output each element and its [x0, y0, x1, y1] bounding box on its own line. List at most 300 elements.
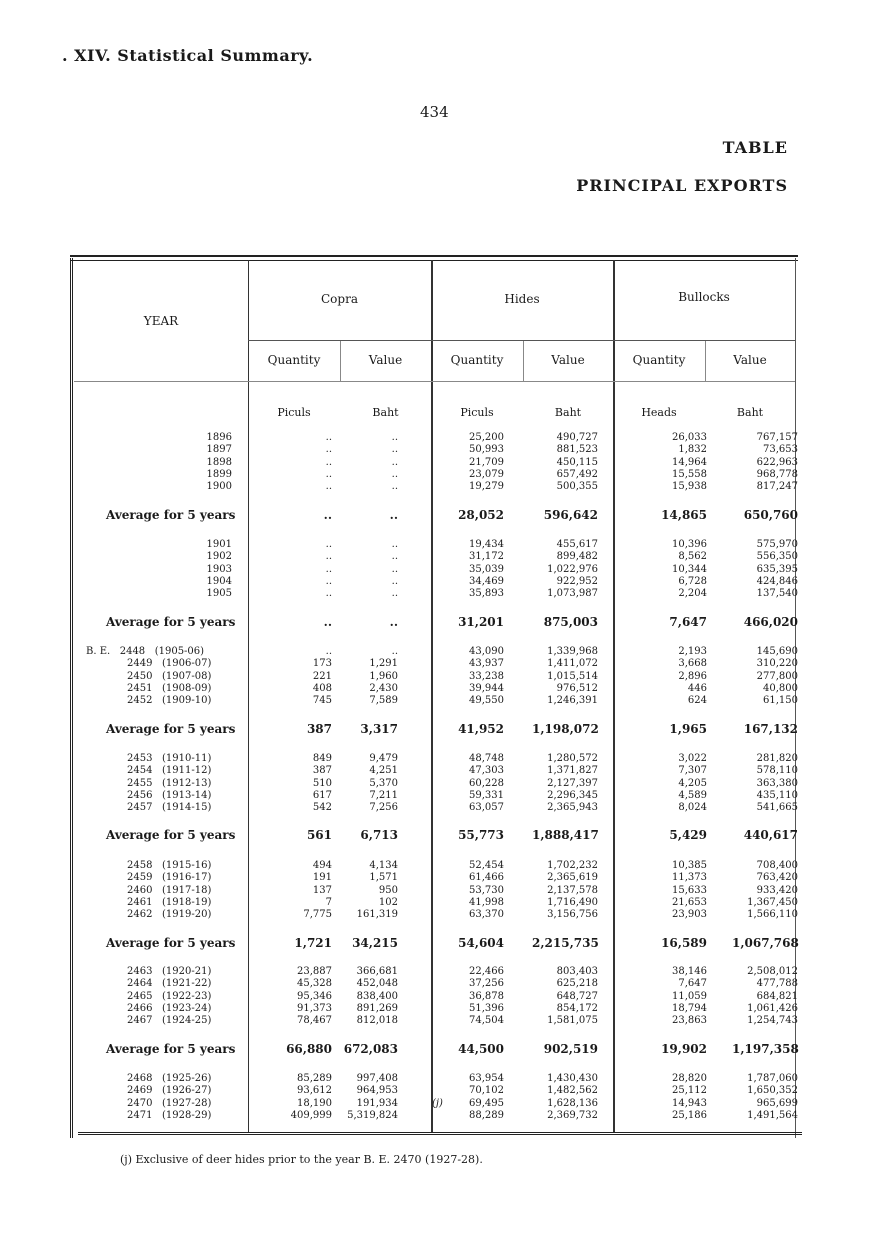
- copra-value-cell: 4,134: [369, 860, 398, 871]
- bullocks-value-cell: 435,110: [756, 789, 798, 801]
- bullocks-quantity-cell: 4,589: [678, 789, 707, 801]
- hides-quantity-cell: 53,730: [469, 884, 504, 896]
- bullocks-quantity-cell: 15,558: [672, 468, 707, 480]
- hides-quantity-cell: 34,469: [469, 575, 504, 587]
- hides-value-average: 1,198,072: [532, 722, 599, 736]
- header-group-rule: [248, 340, 795, 341]
- hides-value-cell: 500,355: [556, 481, 598, 493]
- hides-value-header: Value: [551, 353, 585, 367]
- bullocks-quantity-average: 14,865: [661, 508, 707, 522]
- bullocks-quantity-cell: 23,903: [672, 909, 707, 921]
- copra-quantity-cell: 173: [312, 658, 332, 670]
- hides-quantity-cell: 50,993: [469, 444, 504, 456]
- copra-quantity-cell: 95,346: [297, 990, 332, 1002]
- average-label: Average for 5 years: [106, 936, 236, 950]
- hides-value-average: 596,642: [543, 508, 598, 522]
- bullocks-quantity-cell: 2,193: [678, 646, 707, 657]
- bullocks-value-cell: 1,491,564: [747, 1109, 798, 1121]
- copra-quantity-cell: 617: [312, 789, 332, 801]
- copra-value-cell: 7,589: [369, 695, 398, 707]
- copra-quantity-cell: ..: [325, 563, 332, 575]
- bullocks-quantity-average: 7,647: [669, 615, 707, 629]
- hides-value-cell: 625,218: [556, 978, 598, 990]
- year-cell: 2451 (1908-09): [127, 682, 212, 694]
- year-cell: B. E. 2448 (1905-06): [86, 646, 205, 657]
- bullocks-quantity-average: 5,429: [669, 828, 707, 842]
- hides-quantity-cell: 41,998: [469, 896, 504, 908]
- year-cell: 2458 (1915-16): [127, 860, 212, 871]
- table-row: [72, 753, 798, 765]
- copra-value-cell: 452,048: [356, 978, 398, 990]
- hides-value-average: 2,215,735: [532, 936, 599, 950]
- copra-quantity-cell: 7,775: [303, 909, 332, 921]
- hides-value-cell: 922,952: [556, 575, 598, 587]
- table-row: [72, 444, 798, 456]
- year-cell: 2469 (1926-27): [127, 1085, 212, 1097]
- copra-value-average: 3,317: [360, 722, 398, 736]
- copra-quantity-cell: 137: [312, 884, 332, 896]
- year-cell: 1896: [206, 432, 232, 443]
- bullocks-value-cell: 73,653: [763, 444, 798, 456]
- hides-quantity-cell: 59,331: [469, 789, 504, 801]
- table-row: [72, 884, 798, 897]
- copra-value-cell: ..: [391, 551, 398, 563]
- copra-quantity-average: ..: [323, 508, 332, 522]
- bullocks-value-average: 1,197,358: [732, 1042, 799, 1056]
- bullocks-quantity-average: 19,902: [661, 1042, 707, 1056]
- hides-quantity-average: 31,201: [458, 615, 504, 629]
- year-cell: 1899: [206, 468, 232, 480]
- copra-quantity-cell: 23,887: [297, 966, 332, 977]
- year-cell: 2455 (1912-13): [127, 777, 212, 789]
- year-cell: 2459 (1916-17): [127, 872, 212, 884]
- bullocks-quantity-cell: 3,668: [678, 658, 707, 670]
- table-row: [72, 896, 798, 909]
- table-row: [72, 872, 798, 884]
- hides-quantity-cell: 70,102: [469, 1085, 504, 1097]
- copra-value-cell: 1,571: [369, 872, 398, 884]
- bullocks-value-cell: 1,787,060: [747, 1073, 798, 1084]
- bullocks-quantity-cell: 3,022: [678, 753, 707, 764]
- bullocks-value-cell: 578,110: [756, 765, 798, 777]
- hides-value-cell: 1,280,572: [547, 753, 598, 764]
- table-row: [72, 978, 798, 990]
- year-cell: 2468 (1925-26): [127, 1073, 212, 1084]
- hides-value-unit: Baht: [554, 406, 582, 419]
- bullocks-quantity-cell: 8,562: [678, 551, 707, 563]
- average-label: Average for 5 years: [106, 1042, 236, 1056]
- hides-value-cell: 2,127,397: [547, 777, 598, 789]
- table-row: [72, 682, 798, 695]
- hides-value-cell: 1,702,232: [547, 860, 598, 871]
- footnote-marker: (j): [432, 1097, 443, 1109]
- bullocks-quantity-cell: 11,059: [672, 990, 707, 1002]
- copra-value-unit: Baht: [372, 406, 399, 419]
- table-row: [72, 588, 798, 600]
- hides-quantity-cell: 63,057: [469, 802, 504, 814]
- bullocks-value-cell: 968,778: [756, 468, 798, 480]
- hides-quantity-cell: 19,279: [469, 481, 504, 493]
- table-row: [72, 802, 798, 814]
- bullocks-value-cell: 708,400: [756, 860, 798, 871]
- copra-quantity-unit: Piculs: [277, 406, 311, 419]
- bullocks-quantity-cell: 38,146: [672, 966, 707, 977]
- bullocks-quantity-unit: Heads: [641, 406, 677, 419]
- copra-value-cell: 5,370: [369, 777, 398, 789]
- table-row: [72, 551, 798, 563]
- bullocks-value-cell: 61,150: [763, 695, 798, 707]
- table-row: [72, 481, 798, 493]
- hides-value-average: 902,519: [543, 1042, 598, 1056]
- hides-quantity-average: 54,604: [458, 936, 504, 950]
- year-cell: 2463 (1920-21): [127, 966, 212, 977]
- copra-quantity-cell: 191: [312, 872, 332, 884]
- table-row: [72, 695, 798, 707]
- year-cell: 2470 (1927-28): [127, 1097, 212, 1109]
- table-row: [72, 860, 798, 872]
- copra-quantity-cell: 93,612: [297, 1085, 332, 1097]
- copra-value-average: 6,713: [360, 828, 398, 842]
- bullocks-value-cell: 310,220: [756, 658, 798, 670]
- table-row: [72, 990, 798, 1003]
- copra-value-cell: 4,251: [369, 765, 398, 777]
- copra-quantity-cell: ..: [325, 432, 332, 443]
- hides-quantity-cell: 31,172: [469, 551, 504, 563]
- copra-quantity-cell: 7: [325, 896, 332, 908]
- bullocks-quantity-cell: 6,728: [678, 575, 707, 587]
- hides-value-cell: 2,369,732: [547, 1109, 598, 1121]
- bullocks-value-header: Value: [733, 353, 767, 367]
- bullocks-quantity-cell: 23,863: [672, 1015, 707, 1027]
- table-row: [72, 966, 798, 978]
- hides-value-cell: 450,115: [556, 456, 598, 468]
- hides-quantity-cell: 33,238: [469, 670, 504, 682]
- bullocks-value-cell: 137,540: [756, 588, 798, 600]
- table-row: [72, 1097, 798, 1110]
- hides-value-cell: 657,492: [556, 468, 598, 480]
- copra-quantity-cell: 542: [312, 802, 332, 814]
- hides-value-cell: 1,022,976: [547, 563, 598, 575]
- year-cell: 2465 (1922-23): [127, 990, 212, 1002]
- average-label: Average for 5 years: [106, 828, 236, 842]
- bullocks-quantity-cell: 26,033: [672, 432, 707, 443]
- bullocks-value-cell: 1,566,110: [747, 909, 798, 921]
- copra-quantity-average: 1,721: [294, 936, 332, 950]
- bullocks-value-average: 167,132: [743, 722, 798, 736]
- copra-value-cell: 2,430: [369, 682, 398, 694]
- table-row: [72, 670, 798, 683]
- copra-quantity-cell: 849: [312, 753, 332, 764]
- bullocks-value-cell: 684,821: [756, 990, 798, 1002]
- bullocks-value-average: 440,617: [743, 828, 798, 842]
- hides-quantity-cell: 74,504: [469, 1015, 504, 1027]
- hides-value-cell: 1,411,072: [547, 658, 598, 670]
- hides-quantity-cell: 21,709: [469, 456, 504, 468]
- copra-quantity-cell: ..: [325, 539, 332, 550]
- copra-value-cell: 812,018: [356, 1015, 398, 1027]
- hides-value-cell: 1,581,075: [547, 1015, 598, 1027]
- hides-quantity-cell: 22,466: [469, 966, 504, 977]
- year-cell: 2467 (1924-25): [127, 1015, 212, 1027]
- copra-value-average: ..: [389, 508, 398, 522]
- average-row: [72, 507, 798, 523]
- bullocks-value-cell: 575,970: [756, 539, 798, 550]
- hides-value-cell: 881,523: [556, 444, 598, 456]
- copra-value-cell: 997,408: [356, 1073, 398, 1084]
- table-row: [72, 575, 798, 588]
- hides-value-cell: 803,403: [556, 966, 598, 977]
- bullocks-quantity-cell: 7,647: [678, 978, 707, 990]
- section-title: . XIV. Statistical Summary.: [62, 46, 314, 65]
- average-label: Average for 5 years: [106, 508, 236, 522]
- year-cell: 2462 (1919-20): [127, 909, 212, 921]
- bullocks-value-cell: 277,800: [756, 670, 798, 682]
- copra-value-cell: ..: [391, 575, 398, 587]
- year-cell: 2466 (1923-24): [127, 1002, 212, 1014]
- hides-quantity-cell: 35,893: [469, 588, 504, 600]
- hides-value-cell: 1,015,514: [547, 670, 598, 682]
- hides-value-cell: 1,482,562: [547, 1085, 598, 1097]
- bullocks-value-cell: 477,788: [756, 978, 798, 990]
- year-cell: 2460 (1917-18): [127, 884, 212, 896]
- table-row: [72, 765, 798, 777]
- copra-quantity-cell: 387: [312, 765, 332, 777]
- copra-value-cell: 9,479: [369, 753, 398, 764]
- hides-quantity-cell: 36,878: [469, 990, 504, 1002]
- hides-quantity-cell: 51,396: [469, 1002, 504, 1014]
- hides-value-cell: 490,727: [556, 432, 598, 443]
- table-row: [72, 468, 798, 481]
- year-column-header: YEAR: [143, 314, 179, 328]
- hides-quantity-cell: 63,370: [469, 909, 504, 921]
- bullocks-quantity-cell: 18,794: [672, 1002, 707, 1014]
- hides-value-cell: 976,512: [556, 682, 598, 694]
- hides-value-average: 875,003: [543, 615, 598, 629]
- bullocks-value-cell: 541,665: [756, 802, 798, 814]
- table-row: [72, 1015, 798, 1027]
- bullocks-quantity-cell: 15,938: [672, 481, 707, 493]
- bullocks-value-cell: 933,420: [756, 884, 798, 896]
- hides-value-cell: 2,296,345: [547, 789, 598, 801]
- table-row: [72, 777, 798, 790]
- hides-value-cell: 1,430,430: [547, 1073, 598, 1084]
- average-label: Average for 5 years: [106, 722, 236, 736]
- table-row: [72, 658, 798, 670]
- hides-value-cell: 2,365,619: [547, 872, 598, 884]
- year-cell: 2461 (1918-19): [127, 896, 212, 908]
- hides-quantity-average: 55,773: [458, 828, 504, 842]
- bullocks-quantity-cell: 14,943: [672, 1097, 707, 1109]
- bullocks-quantity-cell: 28,820: [672, 1073, 707, 1084]
- bullocks-value-cell: 965,699: [756, 1097, 798, 1109]
- bullocks-value-cell: 635,395: [756, 563, 798, 575]
- bullocks-quantity-cell: 11,373: [672, 872, 707, 884]
- bullocks-value-average: 1,067,768: [732, 936, 799, 950]
- hides-quantity-cell: 37,256: [469, 978, 504, 990]
- table-row: [72, 909, 798, 921]
- table-top-rule: [70, 255, 798, 257]
- hides-value-cell: 1,716,490: [547, 896, 598, 908]
- bullocks-value-cell: 40,800: [763, 682, 798, 694]
- copra-quantity-cell: 85,289: [297, 1073, 332, 1084]
- bullocks-value-cell: 363,380: [756, 777, 798, 789]
- table-row: [72, 1085, 798, 1097]
- copra-value-cell: 1,960: [369, 670, 398, 682]
- bullocks-value-cell: 622,963: [756, 456, 798, 468]
- copra-value-cell: 964,953: [356, 1085, 398, 1097]
- table-row: [72, 563, 798, 576]
- bullocks-quantity-cell: 25,186: [672, 1109, 707, 1121]
- hides-value-cell: 2,365,943: [547, 802, 598, 814]
- copra-quantity-cell: 494: [312, 860, 332, 871]
- table-row: [72, 1073, 798, 1085]
- hides-value-cell: 1,246,391: [547, 695, 598, 707]
- year-cell: 2453 (1910-11): [127, 753, 212, 764]
- copra-value-cell: ..: [391, 444, 398, 456]
- bullocks-value-cell: 424,846: [756, 575, 798, 587]
- year-cell: 2456 (1913-14): [127, 789, 212, 801]
- bullocks-quantity-cell: 1,832: [678, 444, 707, 456]
- bullocks-quantity-cell: 10,385: [672, 860, 707, 871]
- hides-quantity-cell: 49,550: [469, 695, 504, 707]
- copra-quantity-cell: 45,328: [297, 978, 332, 990]
- hides-group-header: Hides: [504, 292, 540, 306]
- bullocks-quantity-cell: 21,653: [672, 896, 707, 908]
- hides-quantity-average: 44,500: [458, 1042, 504, 1056]
- average-row: [72, 721, 798, 737]
- copra-value-cell: 191,934: [356, 1097, 398, 1109]
- year-cell: 1901: [206, 539, 232, 550]
- footnote: (j) Exclusive of deer hides prior to the year B. E. 2470 (1927-28).: [120, 1153, 483, 1166]
- year-cell: 2471 (1928-29): [127, 1109, 212, 1121]
- copra-quantity-cell: 510: [312, 777, 332, 789]
- copra-quantity-cell: ..: [325, 468, 332, 480]
- hides-quantity-cell: 19,434: [469, 539, 504, 550]
- bullocks-value-cell: 1,650,352: [747, 1085, 798, 1097]
- bullocks-quantity-header: Quantity: [632, 353, 686, 367]
- table-bottom-rule: [78, 1132, 802, 1135]
- copra-value-average: 34,215: [352, 936, 398, 950]
- copra-quantity-cell: ..: [325, 444, 332, 456]
- copra-value-cell: 1,291: [369, 658, 398, 670]
- bullocks-value-cell: 145,690: [756, 646, 798, 657]
- bullocks-value-cell: 2,508,012: [747, 966, 798, 977]
- table-row: [72, 1002, 798, 1015]
- copra-value-cell: 5,319,824: [347, 1109, 398, 1121]
- table-title: PRINCIPAL EXPORTS: [576, 176, 788, 195]
- copra-quantity-cell: ..: [325, 551, 332, 563]
- hides-quantity-cell: 39,944: [469, 682, 504, 694]
- copra-value-cell: ..: [391, 646, 398, 657]
- hides-value-cell: 899,482: [556, 551, 598, 563]
- copra-quantity-cell: ..: [325, 646, 332, 657]
- hides-quantity-cell: 61,466: [469, 872, 504, 884]
- bullocks-quantity-cell: 2,204: [678, 588, 707, 600]
- table-label: TABLE: [722, 138, 788, 157]
- hides-quantity-cell: 48,748: [469, 753, 504, 764]
- hides-value-cell: 854,172: [556, 1002, 598, 1014]
- hides-quantity-cell: 35,039: [469, 563, 504, 575]
- bullocks-value-unit: Baht: [736, 406, 764, 419]
- year-cell: 2454 (1911-12): [127, 765, 212, 777]
- copra-value-cell: ..: [391, 468, 398, 480]
- header-bottom-rule: [74, 381, 795, 382]
- copra-quantity-cell: ..: [325, 588, 332, 600]
- hides-quantity-cell: 43,090: [469, 646, 504, 657]
- year-cell: 2452 (1909-10): [127, 695, 212, 707]
- year-cell: 1902: [206, 551, 232, 563]
- copra-quantity-average: ..: [323, 615, 332, 629]
- bullocks-quantity-average: 16,589: [661, 936, 707, 950]
- average-row: [72, 614, 798, 630]
- hides-quantity-unit: Piculs: [460, 406, 494, 419]
- copra-quantity-average: 66,880: [286, 1042, 332, 1056]
- bullocks-quantity-cell: 10,344: [672, 563, 707, 575]
- bullocks-quantity-cell: 14,964: [672, 456, 707, 468]
- bullocks-value-cell: 1,061,426: [747, 1002, 798, 1014]
- hides-quantity-cell: 52,454: [469, 860, 504, 871]
- year-cell: 2464 (1921-22): [127, 978, 212, 990]
- table-row: [72, 646, 798, 658]
- copra-quantity-cell: 18,190: [297, 1097, 332, 1109]
- bullocks-quantity-cell: 624: [687, 695, 707, 707]
- hides-value-cell: 1,628,136: [547, 1097, 598, 1109]
- hides-quantity-header: Quantity: [450, 353, 504, 367]
- hides-value-cell: 648,727: [556, 990, 598, 1002]
- bullocks-quantity-average: 1,965: [669, 722, 707, 736]
- year-cell: 2457 (1914-15): [127, 802, 212, 814]
- bullocks-value-cell: 556,350: [756, 551, 798, 563]
- copra-value-cell: 7,256: [369, 802, 398, 814]
- year-cell: 1905: [206, 588, 232, 600]
- hides-value-average: 1,888,417: [532, 828, 599, 842]
- table-row: [72, 432, 798, 444]
- year-cell: 1903: [206, 563, 232, 575]
- copra-value-average: ..: [389, 615, 398, 629]
- bullocks-value-cell: 763,420: [756, 872, 798, 884]
- bullocks-quantity-cell: 10,396: [672, 539, 707, 550]
- bullocks-value-average: 466,020: [743, 615, 798, 629]
- bullocks-value-cell: 1,254,743: [747, 1015, 798, 1027]
- bullocks-quantity-cell: 446: [687, 682, 707, 694]
- year-cell: 2450 (1907-08): [127, 670, 212, 682]
- table-row: [72, 789, 798, 802]
- copra-quantity-average: 387: [306, 722, 332, 736]
- hides-quantity-average: 41,952: [458, 722, 504, 736]
- average-label: Average for 5 years: [106, 615, 236, 629]
- table-row: [72, 456, 798, 469]
- bullocks-quantity-cell: 8,024: [678, 802, 707, 814]
- hides-quantity-cell: 60,228: [469, 777, 504, 789]
- bullocks-value-average: 650,760: [743, 508, 798, 522]
- hides-quantity-cell: 23,079: [469, 468, 504, 480]
- bullocks-quantity-cell: 2,896: [678, 670, 707, 682]
- copra-value-cell: 838,400: [356, 990, 398, 1002]
- hides-quantity-cell: 43,937: [469, 658, 504, 670]
- table-row: [72, 539, 798, 551]
- hides-quantity-cell: 25,200: [469, 432, 504, 443]
- copra-quantity-average: 561: [306, 828, 332, 842]
- copra-value-cell: 7,211: [369, 789, 398, 801]
- bullocks-value-cell: 817,247: [756, 481, 798, 493]
- year-cell: 1898: [206, 456, 232, 468]
- copra-quantity-cell: ..: [325, 481, 332, 493]
- hides-value-cell: 1,339,968: [547, 646, 598, 657]
- copra-group-header: Copra: [321, 292, 358, 306]
- hides-value-cell: 1,073,987: [547, 588, 598, 600]
- copra-quantity-cell: 91,373: [297, 1002, 332, 1014]
- average-row: [72, 827, 798, 843]
